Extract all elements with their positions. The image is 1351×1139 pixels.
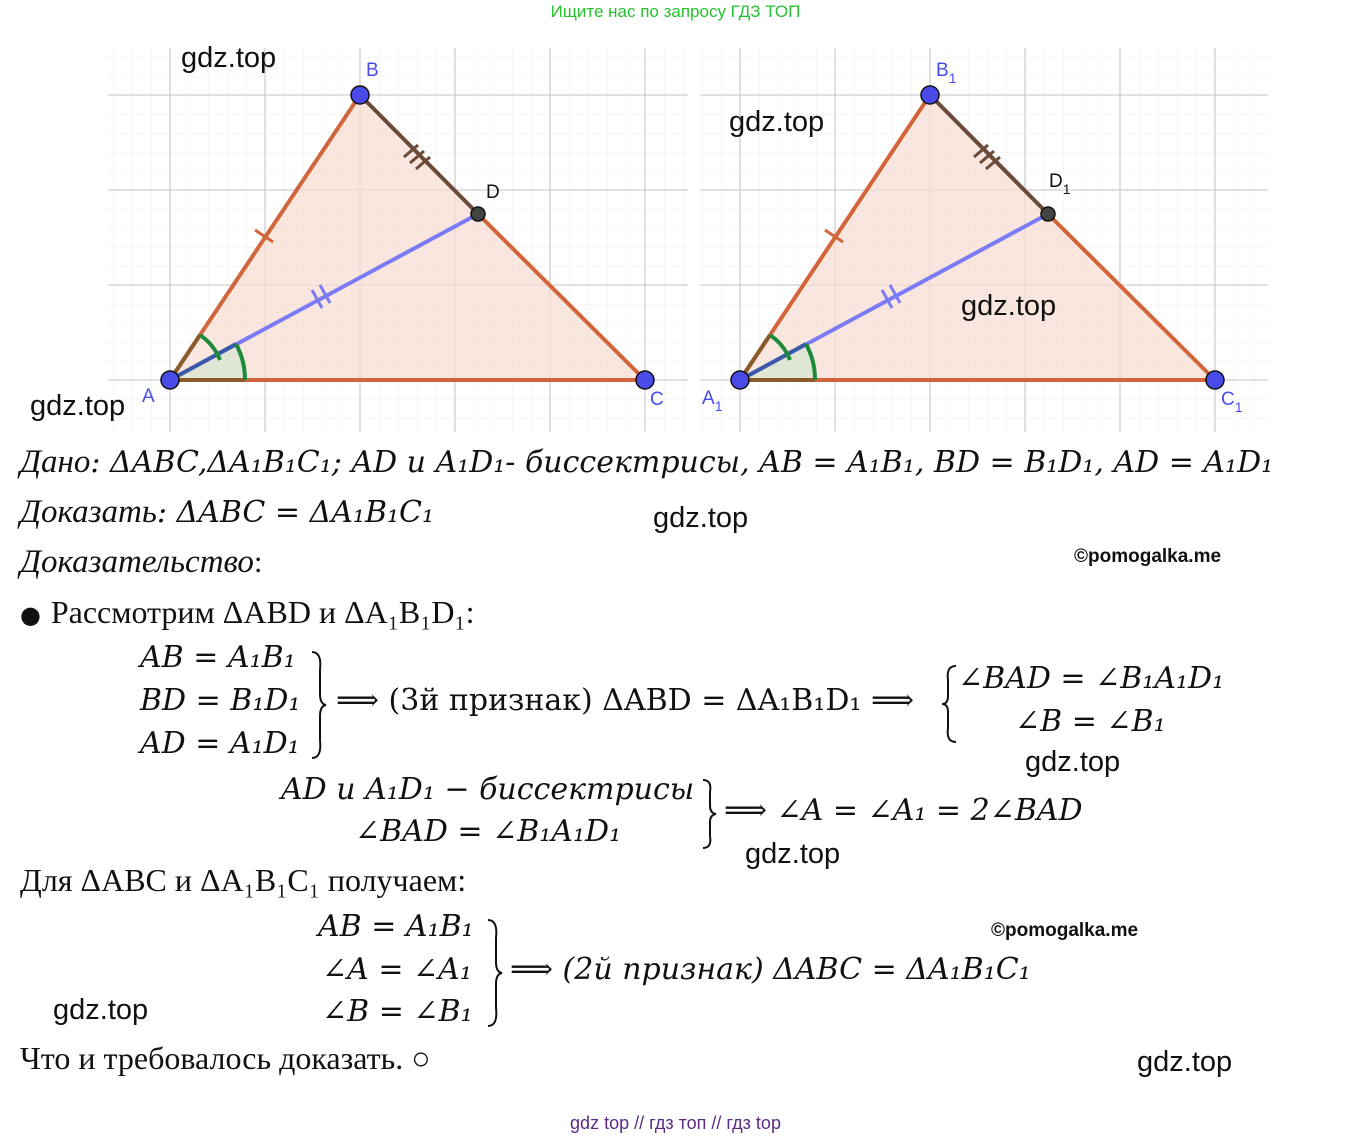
right-brace-icon — [700, 778, 720, 850]
step1-conclusion: ⟹ (3й признак) ΔABD = ΔA₁B₁D₁ ⟹ — [336, 683, 914, 718]
left-brace-icon — [940, 664, 960, 744]
proof-heading: Доказательство: — [20, 544, 263, 580]
label-c: C — [650, 389, 664, 410]
given-text: : ΔABC,ΔA₁B₁C₁; AD и A₁D₁- биссектрисы, AB = A₁B₁, BD = B₁D₁, AD = A₁D₁ — [90, 445, 1274, 480]
step2-conclusion: ⟹ ∠A = ∠A₁ = 2∠BAD — [724, 793, 1083, 828]
right-brace-icon — [484, 918, 506, 1028]
step1-intro: Рассмотрим ΔABD и ΔA₁B₁D₁: — [50, 594, 475, 630]
step1-eq1: AB = A₁B₁ — [140, 640, 296, 675]
given-line — [20, 444, 1273, 481]
watermark: gdz.top — [181, 42, 277, 74]
step1-res2: ∠B = ∠B₁ — [1015, 704, 1166, 739]
step1-intro-line — [20, 594, 475, 631]
watermark: gdz.top — [1137, 1046, 1233, 1078]
prove-label: Доказать — [20, 494, 157, 530]
prove-line — [20, 494, 434, 531]
label-a1: $A_1$ — [702, 388, 723, 414]
right-brace-icon — [308, 650, 330, 760]
step3-eq2: ∠A = ∠A₁ — [322, 952, 472, 987]
given-label: Дано — [20, 444, 91, 480]
watermark: gdz.top — [653, 502, 749, 534]
step2-line2: ∠BAD = ∠B₁A₁D₁ — [355, 814, 622, 849]
qed-line: Что и требовалось доказать. ○ — [20, 1040, 431, 1076]
label-d: D — [486, 182, 500, 203]
watermark: gdz.top — [30, 390, 126, 422]
copyright-mark: ©pomogalka.me — [991, 920, 1139, 941]
watermark: gdz.top — [1025, 746, 1121, 778]
label-b: B — [366, 60, 379, 81]
step3-eq1: AB = A₁B₁ — [318, 909, 474, 944]
step1-eq3: AD = A₁D₁ — [140, 726, 300, 761]
bullet-icon: ● — [20, 601, 41, 629]
search-banner: Ищите нас по запросу ГДЗ ТОП — [550, 2, 801, 21]
step1-res1: ∠BAD = ∠B₁A₁D₁ — [958, 661, 1225, 696]
watermark: gdz.top — [53, 994, 149, 1026]
step3-intro: Для ΔABC и ΔA₁B₁C₁ получаем: — [20, 862, 467, 898]
step1-eq2: BD = B₁D₁ — [140, 683, 301, 718]
watermark: gdz.top — [745, 838, 841, 870]
prove-text: : ΔABC = ΔA₁B₁C₁ — [156, 495, 434, 530]
copyright-mark: ©pomogalka.me — [1074, 546, 1222, 567]
step3-conclusion: ⟹ (2й признак) ΔABC = ΔA₁B₁C₁ — [510, 952, 1031, 987]
footer-links: gdz top // гдз топ // гдз top — [570, 1113, 781, 1133]
watermark: gdz.top — [961, 290, 1057, 322]
label-a: A — [142, 386, 155, 407]
label-c1: $C_1$ — [1221, 389, 1243, 415]
proof-label: Доказательство — [20, 544, 254, 580]
watermark: gdz.top — [729, 106, 825, 138]
step2-line1: AD и A₁D₁ − биссектрисы — [281, 772, 695, 807]
step3-eq3: ∠B = ∠B₁ — [322, 994, 473, 1029]
label-b1: $B_1$ — [936, 60, 957, 86]
label-d1: $D_1$ — [1049, 171, 1071, 197]
